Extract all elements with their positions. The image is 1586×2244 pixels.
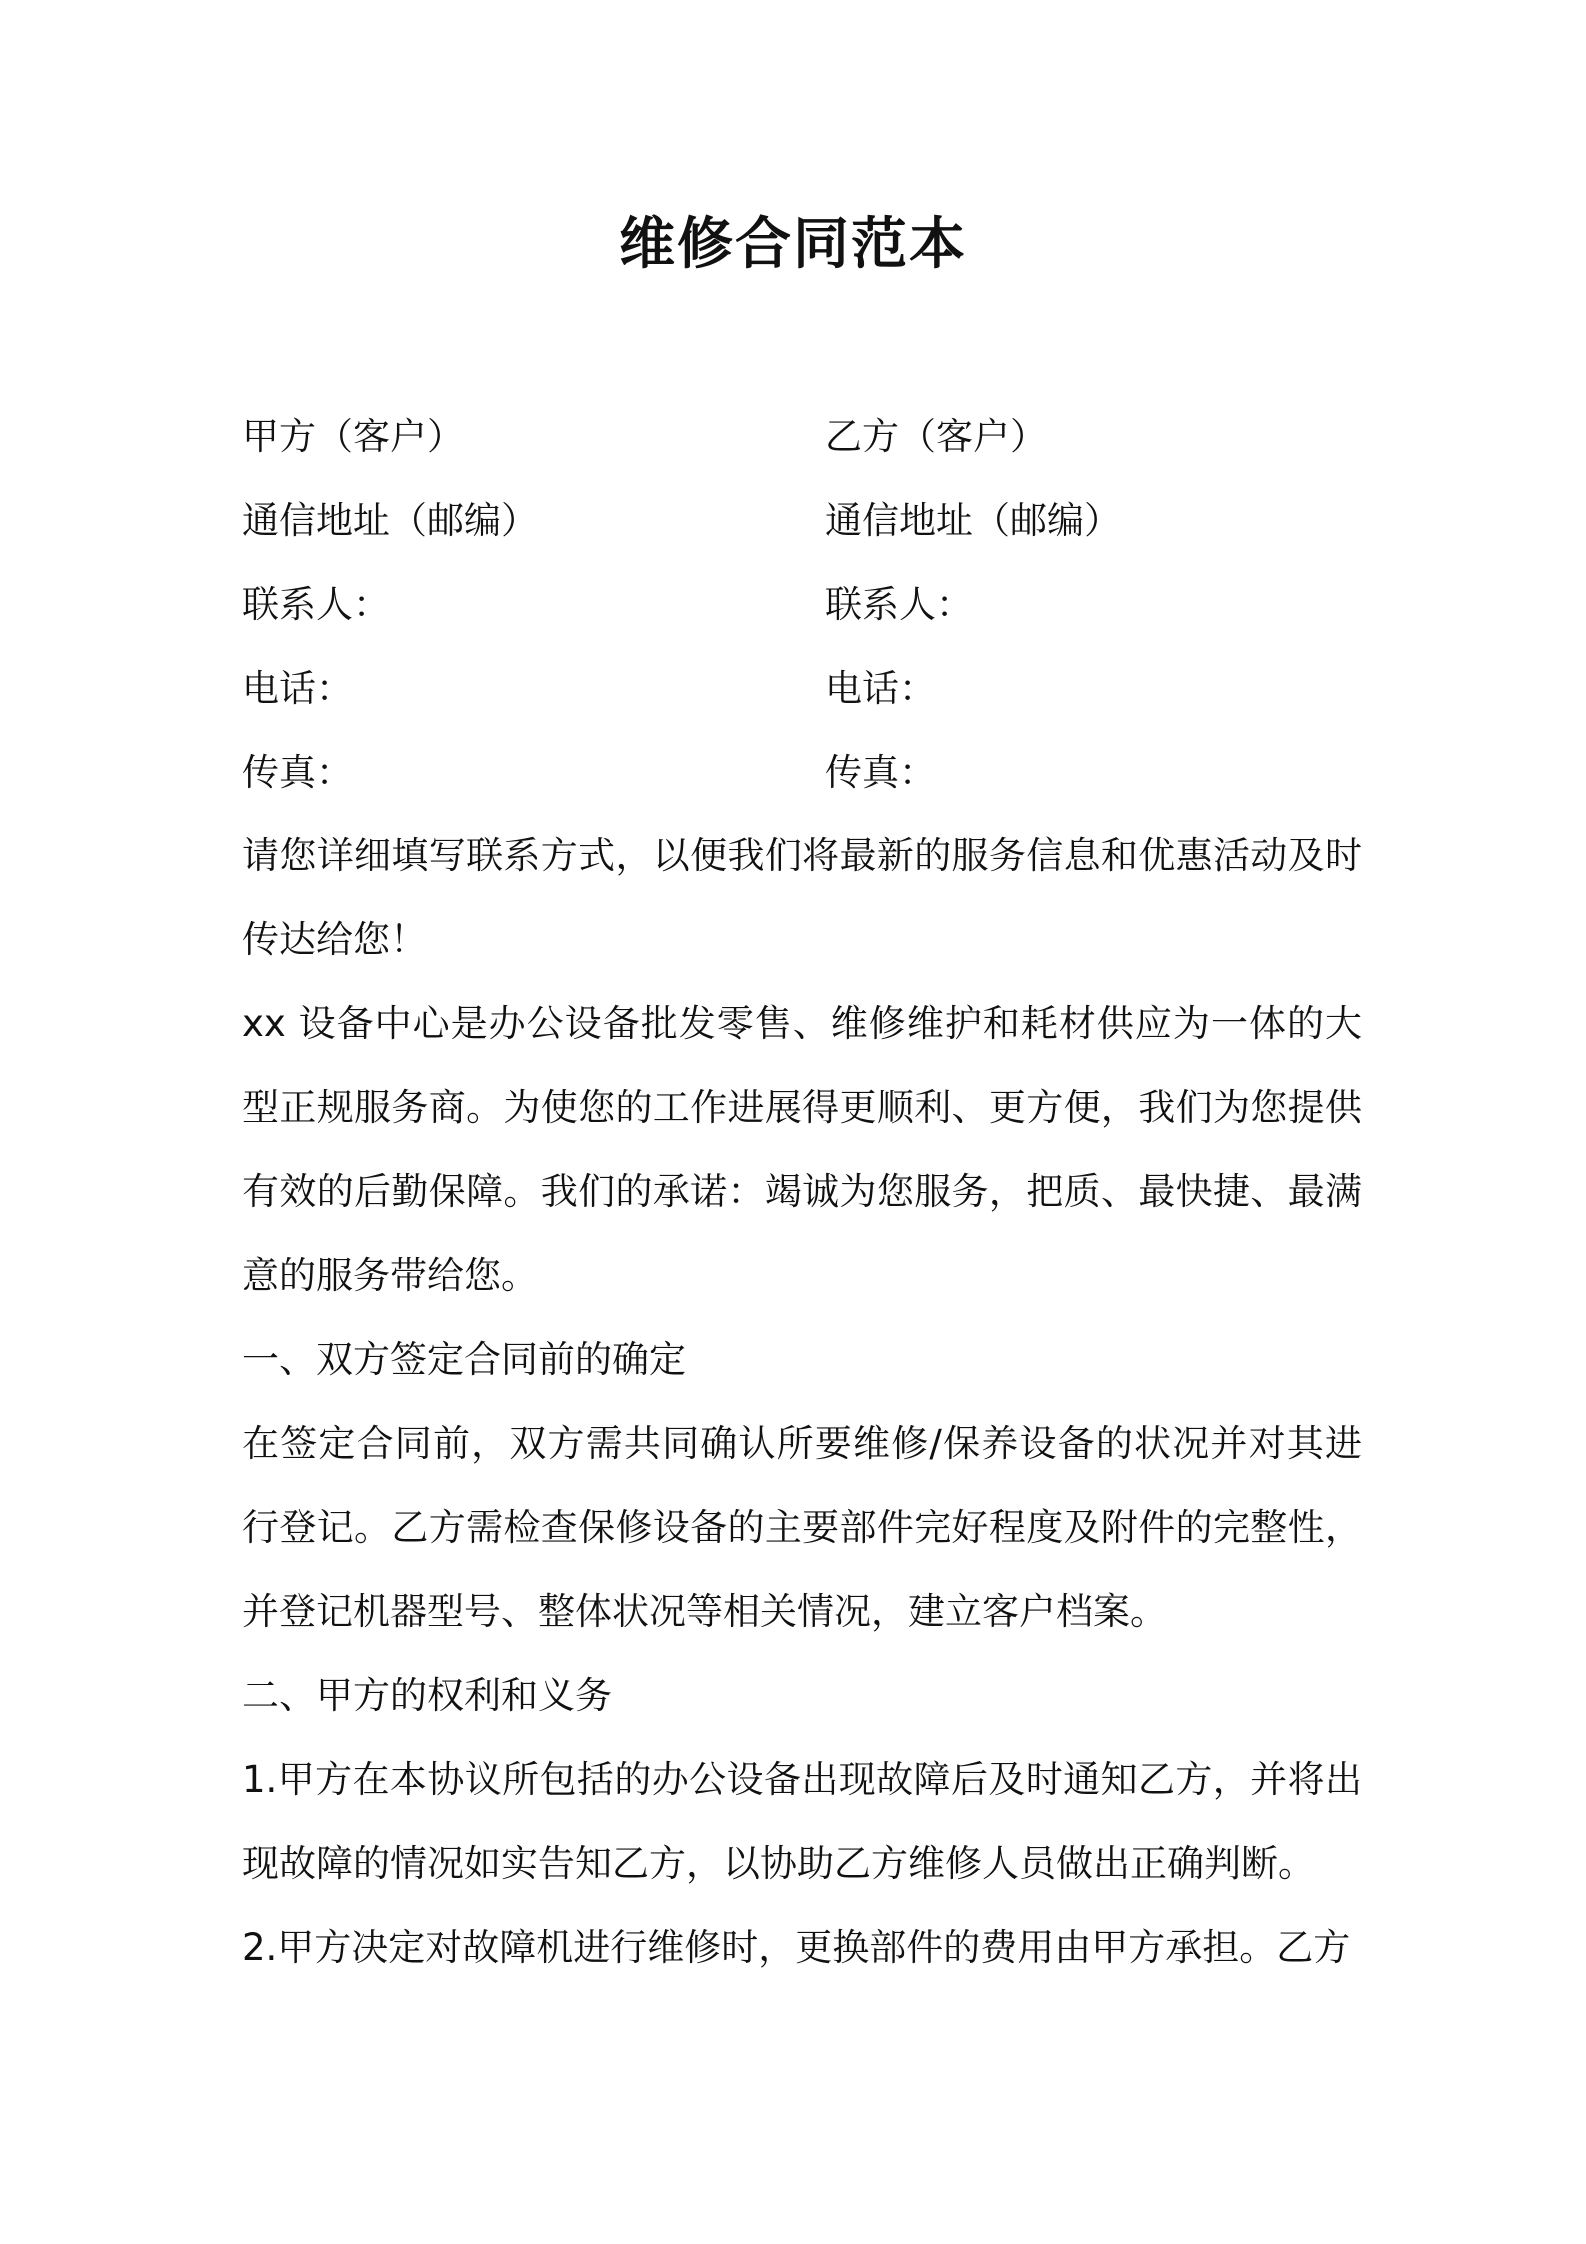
- company-intro-paragraph: xx 设备中心是办公设备批发零售、维修维护和耗材供应为一体的大型正规服务商。为使您的工作进展得更顺利、更方便，我们为您提供有效的后勤保障。我们的承诺：竭诚为您服务，把质、最快捷、最满意的服务带给您。: [242, 1002, 1362, 1297]
- parties-block: [242, 395, 1362, 815]
- party-b-contact-label: 联系人：: [825, 583, 973, 626]
- party-a-contact-label: 联系人：: [242, 583, 390, 626]
- party-row-fax: [242, 731, 1362, 815]
- section-1-paragraph: 在签定合同前，双方需共同确认所要维修/保养设备的状况并对其进行登记。乙方需检查保修设备的主要部件完好程度及附件的完整性，并登记机器型号、整体状况等相关情况，建立客户档案。: [242, 1422, 1362, 1633]
- section-2-item-1: 1.甲方在本协议所包括的办公设备出现故障后及时通知乙方，并将出现故障的情况如实告知乙方，以协助乙方维修人员做出正确判断。: [242, 1758, 1362, 1885]
- party-b-address-label: 通信地址（邮编）: [825, 499, 1121, 542]
- party-b-label: 乙方（客户）: [825, 415, 1047, 458]
- party-row-phone: [242, 647, 1362, 731]
- party-a-address-label: 通信地址（邮编）: [242, 499, 538, 542]
- intro-notice-paragraph: 请您详细填写联系方式，以便我们将最新的服务信息和优惠活动及时传达给您！: [242, 834, 1362, 961]
- contract-body: [242, 814, 1362, 1990]
- section-2-item-2: 2.甲方决定对故障机进行维修时，更换部件的费用由甲方承担。乙方: [242, 1926, 1351, 1969]
- party-row-contact: [242, 563, 1362, 647]
- section-1-heading: 一、双方签定合同前的确定: [242, 1338, 686, 1381]
- party-row-party: [242, 395, 1362, 479]
- party-a-fax-label: 传真：: [242, 751, 353, 794]
- section-2-heading: 二、甲方的权利和义务: [242, 1674, 612, 1717]
- party-row-address: [242, 479, 1362, 563]
- party-b-fax-label: 传真：: [825, 751, 936, 794]
- document-title: 维修合同范本: [619, 212, 967, 277]
- party-a-label: 甲方（客户）: [242, 415, 464, 458]
- party-a-phone-label: 电话：: [242, 667, 353, 710]
- party-b-phone-label: 电话：: [825, 667, 936, 710]
